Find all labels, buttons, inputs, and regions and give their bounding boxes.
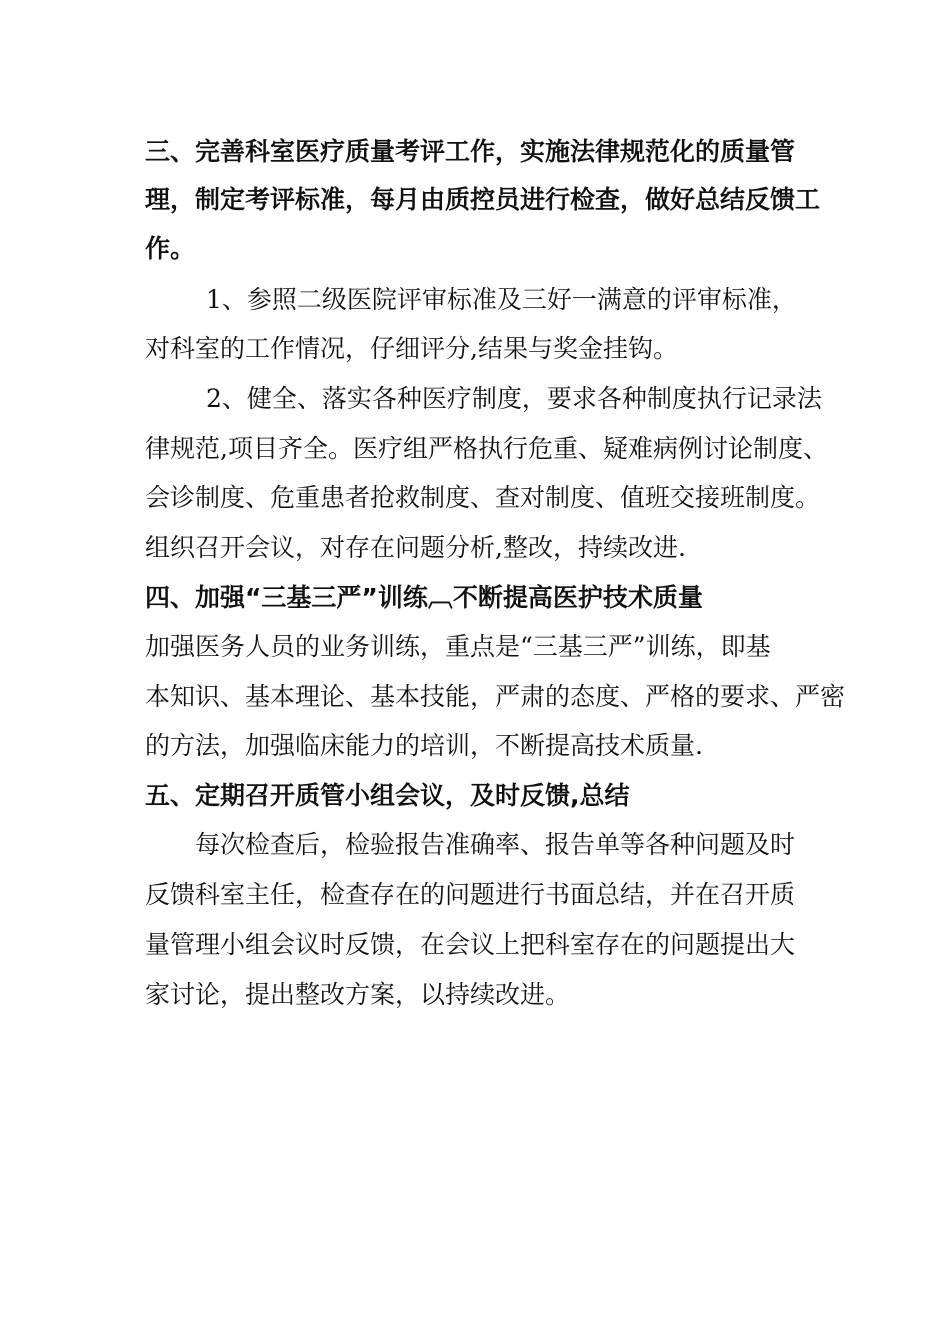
section-3-item-2-line-2: 律规范,项目齐全。医疗组严格执行危重、疑难病例讨论制度、 (145, 434, 828, 463)
section-5-heading: 五、定期召开质管小组会议，及时反馈,总结 (145, 781, 630, 810)
section-3-item-2-line-4: 组织召开会议，对存在问题分析,整改，持续改进. (145, 533, 686, 562)
section-3-item-1-line-1: 1、参照二级医院评审标准及三好一满意的评审标准， (206, 285, 797, 314)
section-3-item-2-line-3: 会诊制度、危重患者抢救制度、查对制度、值班交接班制度。 (145, 483, 821, 512)
section-5-body-line-1: 每次检查后，检验报告准确率、报告单等各种问题及时 (195, 830, 796, 859)
section-4-body-line-2: 本知识、基本理论、基本技能，严肃的态度、严格的要求、严密 (145, 682, 846, 711)
section-4-heading: 四、加强“三基三严”训练︹不断提高医护技术质量 (145, 583, 703, 612)
section-3-heading-line-2: 理，制定考评标准，每月由质控员进行检查，做好总结反馈工 (145, 185, 821, 214)
section-5-body-line-3: 量管理小组会议时反馈，在会议上把科室存在的问题提出大 (145, 930, 796, 959)
section-3-heading-line-3: 作。 (145, 234, 196, 263)
section-3-heading-line-1: 三、完善科室医疗质量考评工作，实施法律规范化的质量管 (145, 137, 796, 166)
section-4-body-line-1: 加强医务人员的业务训练，重点是“三基三严”训练，即基 (145, 632, 771, 661)
section-3-item-1-line-2: 对科室的工作情况，仔细评分,结果与奖金挂钩。 (145, 334, 678, 363)
section-3-item-2-line-1: 2、健全、落实各种医疗制度，要求各种制度执行记录法 (206, 384, 822, 413)
section-5-body-line-2: 反馈科室主任，检查存在的问题进行书面总结，并在召开质 (145, 880, 796, 909)
section-5-body-line-4: 家讨论，提出整改方案，以持续改进。 (145, 980, 571, 1009)
section-4-body-line-3: 的方法，加强临床能力的培训，不断提高技术质量. (145, 731, 703, 760)
